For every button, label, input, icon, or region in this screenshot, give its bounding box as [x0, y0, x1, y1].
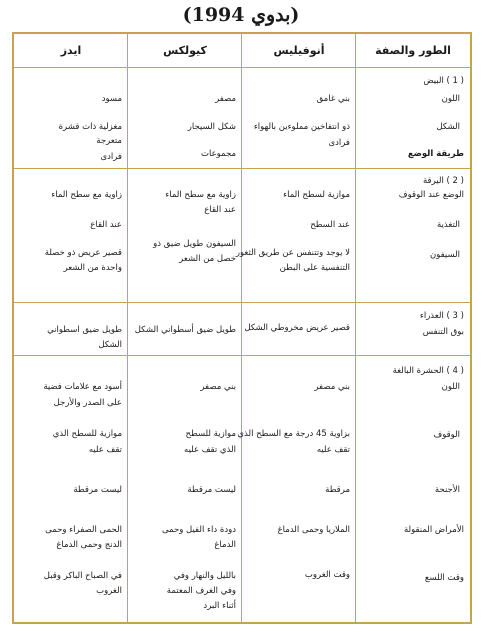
adult-culex-diseases: دودة داء الفيل وحمى	[162, 525, 236, 535]
adult-anopheles-color: بني مصفر	[314, 382, 350, 392]
adult-anopheles-bite: وقت الغروب	[304, 570, 350, 580]
adult-aedes-diseases: الحمى الصفراء وحمى	[45, 525, 122, 535]
adult-color-label: اللون	[441, 382, 460, 392]
adult-culex-color: بني مصفر	[200, 382, 236, 392]
egg-anopheles-shape: ذو انتفاخين مملوءين بالهواء	[253, 122, 350, 132]
larva-feeding-label: التغذية	[436, 220, 460, 230]
adult-culex-bite-2: وفي الغرف المعتمة	[166, 586, 236, 596]
larva-culex-stance-2: عند القاع	[204, 205, 236, 215]
adult-aedes-bite: في الصباح الباكر وقبل	[43, 571, 122, 581]
adult-aedes-color: أسود مع علامات فضية	[43, 382, 122, 392]
egg-culex-color: مصفر	[215, 94, 236, 104]
larva-stance-label: الوضع عند الوقوف	[398, 190, 464, 200]
pupa-aedes: طويل ضيق اسطواني	[47, 325, 122, 335]
egg-laying-label: طريقة الوضع	[407, 149, 464, 159]
adult-aedes-wings: ليست مرقطة	[73, 485, 122, 495]
larva-aedes-siphon-2: واحدة من الشعر	[63, 263, 122, 273]
adult-anopheles-stance-2: تقف عليه	[316, 445, 350, 455]
row-divider	[14, 355, 470, 356]
adult-anopheles-wings: مرقطة	[325, 485, 350, 495]
mosquito-comparison-table	[12, 32, 472, 624]
larva-anopheles-stance: موازية لسطح الماء	[283, 190, 350, 200]
adult-culex-bite-3: أثناء البرد	[203, 601, 236, 611]
larva-aedes-feeding: عند القاع	[90, 220, 122, 230]
larva-anopheles-siphon-2: التنفسية على البطن	[279, 263, 350, 273]
adult-anopheles-stance: بزاوية 45 درجة مع السطح الذي	[237, 429, 350, 439]
adult-culex-stance: موازية للسطح	[185, 429, 236, 439]
page-title: (بدوي 1994)	[182, 4, 300, 26]
adult-culex-diseases-2: الدماغ	[214, 540, 236, 550]
adult-aedes-bite-2: الغروب	[96, 586, 122, 596]
larva-anopheles-siphon: لا يوجد وتتنفس عن طريق الثغور	[235, 248, 350, 258]
adult-culex-bite: بالليل والنهار وفي	[173, 571, 236, 581]
pupa-aedes-2: الشكل	[98, 340, 122, 350]
adult-aedes-stance-2: تقف عليه	[88, 445, 122, 455]
header-anopheles: أنوفيليس	[273, 44, 325, 57]
adult-culex-wings: ليست مرقطة	[187, 485, 236, 495]
egg-culex-laying: مجموعات	[200, 149, 236, 159]
adult-heading: ( 4 ) الحشرة البالغة	[392, 366, 464, 376]
larva-siphon-label: السيفون	[429, 250, 460, 260]
adult-aedes-diseases-2: الدنج وحمى الدماغ	[56, 540, 122, 550]
egg-color-label: اللون	[441, 94, 460, 104]
header-culex: كيولكس	[163, 44, 207, 57]
column-divider	[355, 34, 356, 622]
header-stage: الطور والصفة	[375, 44, 451, 57]
larva-culex-siphon: السيفون طويل ضيق ذو	[153, 239, 236, 249]
egg-culex-shape: شكل السيجار	[187, 122, 236, 132]
header-aedes: ايدز	[60, 44, 82, 57]
egg-anopheles-color: بني غامق	[316, 94, 350, 104]
adult-aedes-stance: موازية للسطح الذي	[52, 429, 122, 439]
egg-shape-label: الشكل	[436, 122, 460, 132]
pupa-breathing-label: بوق التنفس	[422, 327, 464, 337]
column-divider	[241, 34, 242, 622]
adult-wings-label: الأجنحة	[434, 485, 460, 495]
adult-culex-stance-2: الذي تقف عليه	[184, 445, 236, 455]
row-divider	[14, 168, 470, 169]
larva-anopheles-feeding: عند السطح	[310, 220, 350, 230]
larva-culex-stance: زاوية مع سطح الماء	[165, 190, 236, 200]
larva-aedes-stance: زاوية مع سطح الماء	[51, 190, 122, 200]
egg-aedes-color: مسود	[101, 94, 122, 104]
egg-aedes-laying: فرادى	[100, 152, 122, 162]
adult-aedes-color-2: على الصدر والأرجل	[53, 398, 122, 408]
larva-heading: ( 2 ) اليرقة	[423, 176, 464, 186]
egg-aedes-shape: مغزلية ذات قشرة	[58, 122, 122, 132]
adult-anopheles-diseases: الملاريا وحمى الدماغ	[277, 525, 350, 535]
egg-aedes-shape-2: متعرجة	[96, 136, 122, 146]
egg-anopheles-shape-2: فرادى	[328, 138, 350, 148]
adult-bite-label: وقت اللسع	[424, 573, 464, 583]
pupa-anopheles: قصير عريض مخروطي الشكل	[244, 323, 350, 333]
adult-stance-label: الوقوف	[433, 430, 460, 440]
pupa-culex: طويل ضيق أسطواني الشكل	[134, 325, 236, 335]
larva-aedes-siphon: قصير عريض ذو خصلة	[44, 248, 122, 258]
adult-diseases-label: الأمراض المنقولة	[403, 525, 464, 535]
pupa-heading: ( 3 ) العذراء	[419, 311, 464, 321]
column-divider	[127, 34, 128, 622]
egg-heading: ( 1 ) البيض	[423, 76, 464, 86]
row-divider	[14, 67, 470, 68]
larva-culex-siphon-2: خصل من الشعر	[179, 254, 236, 264]
row-divider	[14, 302, 470, 303]
